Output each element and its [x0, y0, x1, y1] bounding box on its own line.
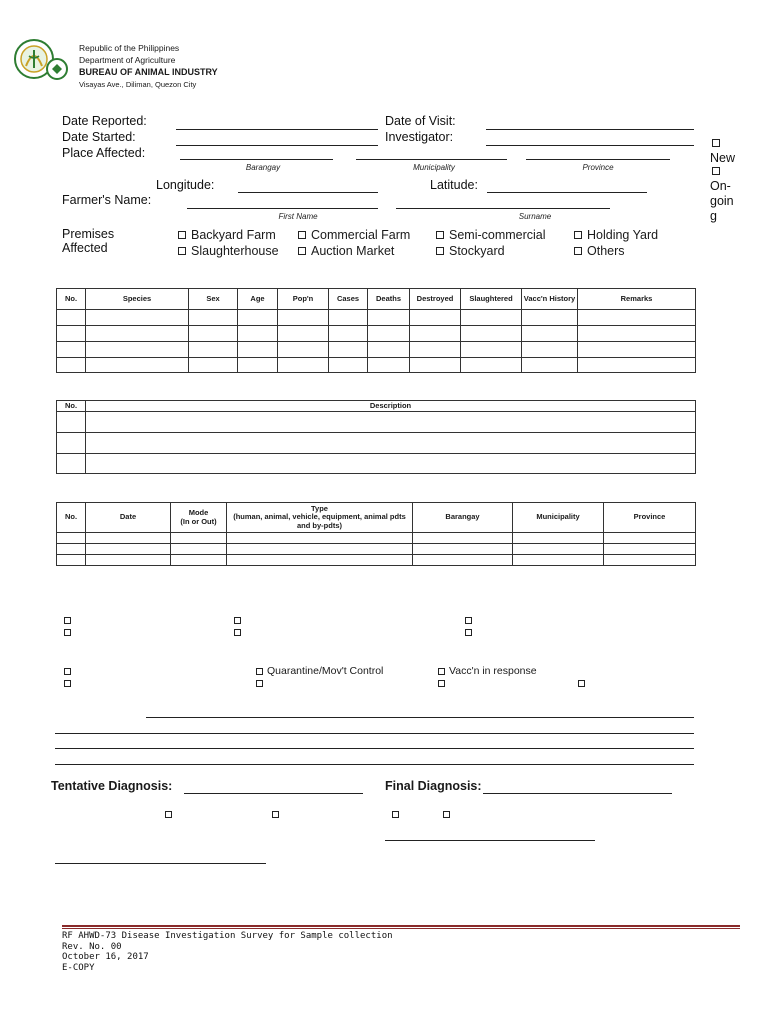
barangay-field[interactable] — [180, 159, 333, 160]
table-row[interactable] — [57, 454, 696, 474]
header-department: Department of Agriculture — [79, 55, 176, 65]
col-slaughtered: Slaughtered — [461, 289, 522, 310]
table-row[interactable] — [57, 326, 696, 342]
longitude-label: Longitude: — [156, 178, 215, 192]
date-started-label: Date Started: — [62, 130, 136, 144]
col-deaths: Deaths — [368, 289, 410, 310]
premises-semi-commercial[interactable]: Semi-commercial — [436, 228, 546, 242]
col-municipality: Municipality — [513, 503, 604, 533]
checkbox[interactable] — [64, 629, 71, 636]
tentative-diagnosis-field[interactable] — [184, 793, 363, 794]
col-no: No. — [57, 401, 86, 412]
date-of-visit-field[interactable] — [486, 129, 694, 130]
signature-line[interactable] — [385, 840, 595, 841]
final-diagnosis-label: Final Diagnosis: — [385, 779, 482, 793]
table-row[interactable] — [57, 342, 696, 358]
checkbox[interactable] — [64, 668, 71, 675]
date-of-visit-label: Date of Visit: — [385, 114, 456, 128]
signature-line[interactable] — [55, 863, 266, 864]
col-species: Species — [86, 289, 189, 310]
investigator-label: Investigator: — [385, 130, 454, 144]
movement-table — [56, 502, 696, 566]
header-address: Visayas Ave., Diliman, Quezon City — [79, 80, 197, 89]
first-name-field[interactable] — [187, 208, 378, 209]
surname-caption: Surname — [518, 212, 552, 221]
farmers-name-label: Farmer's Name: — [62, 193, 152, 207]
col-population: Pop'n — [278, 289, 329, 310]
table-row[interactable] — [57, 358, 696, 373]
province-caption: Province — [582, 163, 614, 172]
premises-holding-yard[interactable]: Holding Yard — [574, 228, 658, 242]
date-reported-label: Date Reported: — [62, 114, 147, 128]
table-row[interactable] — [57, 544, 696, 555]
final-diagnosis-field[interactable] — [483, 793, 672, 794]
tentative-diagnosis-label: Tentative Diagnosis: — [51, 779, 173, 793]
footer-revision: Rev. No. 00 — [62, 941, 122, 952]
latitude-field[interactable] — [487, 192, 647, 193]
table-row[interactable] — [57, 555, 696, 566]
table-row[interactable] — [57, 533, 696, 544]
investigator-field[interactable] — [486, 145, 694, 146]
bai-logo — [12, 36, 70, 84]
checkbox[interactable] — [272, 811, 279, 818]
col-age: Age — [238, 289, 278, 310]
col-sex: Sex — [189, 289, 238, 310]
checkbox[interactable] — [165, 811, 172, 818]
first-name-caption: First Name — [278, 212, 318, 221]
table-row[interactable] — [57, 310, 696, 326]
checkbox[interactable] — [256, 680, 263, 687]
quarantine-checkbox[interactable] — [256, 668, 263, 675]
premises-others[interactable]: Others — [574, 244, 625, 258]
checkbox[interactable] — [438, 680, 445, 687]
checkbox[interactable] — [578, 680, 585, 687]
header-bureau: BUREAU OF ANIMAL INDUSTRY — [79, 67, 218, 77]
remark-line[interactable] — [55, 733, 694, 734]
col-no: No. — [57, 503, 86, 533]
province-field[interactable] — [526, 159, 670, 160]
quarantine-label: Quarantine/Mov't Control — [267, 665, 384, 677]
status-new-label: New — [710, 151, 736, 165]
surname-field[interactable] — [396, 208, 610, 209]
checkbox[interactable] — [392, 811, 399, 818]
vaccination-checkbox[interactable] — [438, 668, 445, 675]
description-table — [56, 400, 696, 474]
checkbox[interactable] — [465, 629, 472, 636]
barangay-caption: Barangay — [245, 163, 281, 172]
col-destroyed: Destroyed — [410, 289, 461, 310]
status-ongoing-checkbox[interactable] — [712, 167, 720, 175]
vaccination-label: Vacc'n in response — [449, 665, 537, 677]
status-new-checkbox[interactable] — [712, 139, 720, 147]
checkbox[interactable] — [64, 680, 71, 687]
municipality-caption: Municipality — [413, 163, 455, 172]
place-affected-label: Place Affected: — [62, 146, 146, 160]
checkbox[interactable] — [443, 811, 450, 818]
col-date: Date — [86, 503, 171, 533]
col-vaccination-history: Vacc'n History — [522, 289, 578, 310]
footer-form-title: RF AHWD-73 Disease Investigation Survey for Sample collection — [62, 931, 393, 941]
remark-line[interactable] — [55, 764, 694, 765]
municipality-field[interactable] — [356, 159, 507, 160]
col-province: Province — [604, 503, 696, 533]
animal-count-table — [56, 288, 696, 373]
col-description: Description — [86, 401, 696, 412]
latitude-label: Latitude: — [430, 178, 478, 192]
longitude-field[interactable] — [238, 192, 378, 193]
premises-stockyard[interactable]: Stockyard — [436, 244, 505, 258]
premises-auction-market[interactable]: Auction Market — [298, 244, 394, 258]
col-no: No. — [57, 289, 86, 310]
checkbox[interactable] — [234, 617, 241, 624]
remark-line[interactable] — [146, 717, 694, 718]
remark-line[interactable] — [55, 748, 694, 749]
col-cases: Cases — [329, 289, 368, 310]
checkbox[interactable] — [234, 629, 241, 636]
footer-text — [62, 931, 393, 973]
checkbox[interactable] — [465, 617, 472, 624]
premises-slaughterhouse[interactable]: Slaughterhouse — [178, 244, 279, 258]
col-barangay: Barangay — [413, 503, 513, 533]
premises-commercial-farm[interactable]: Commercial Farm — [298, 228, 410, 242]
col-remarks: Remarks — [578, 289, 696, 310]
table-row[interactable] — [57, 433, 696, 454]
col-mode: Mode (In or Out) — [171, 503, 227, 533]
footer-rule — [62, 925, 740, 929]
checkbox[interactable] — [64, 617, 71, 624]
footer-copy-type: E-COPY — [62, 962, 95, 973]
col-type: Type (human, animal, vehicle, equipment, animal pdts and by-pdts) — [227, 503, 413, 533]
date-reported-field[interactable] — [176, 129, 378, 130]
table-row[interactable] — [57, 412, 696, 433]
premises-backyard-farm[interactable]: Backyard Farm — [178, 228, 276, 242]
footer-date: October 16, 2017 — [62, 952, 149, 962]
premises-label: Premises Affected — [62, 227, 115, 255]
header-republic: Republic of the Philippines — [79, 43, 180, 53]
date-started-field[interactable] — [176, 145, 378, 146]
status-ongoing-label: On- goin g — [710, 179, 734, 223]
